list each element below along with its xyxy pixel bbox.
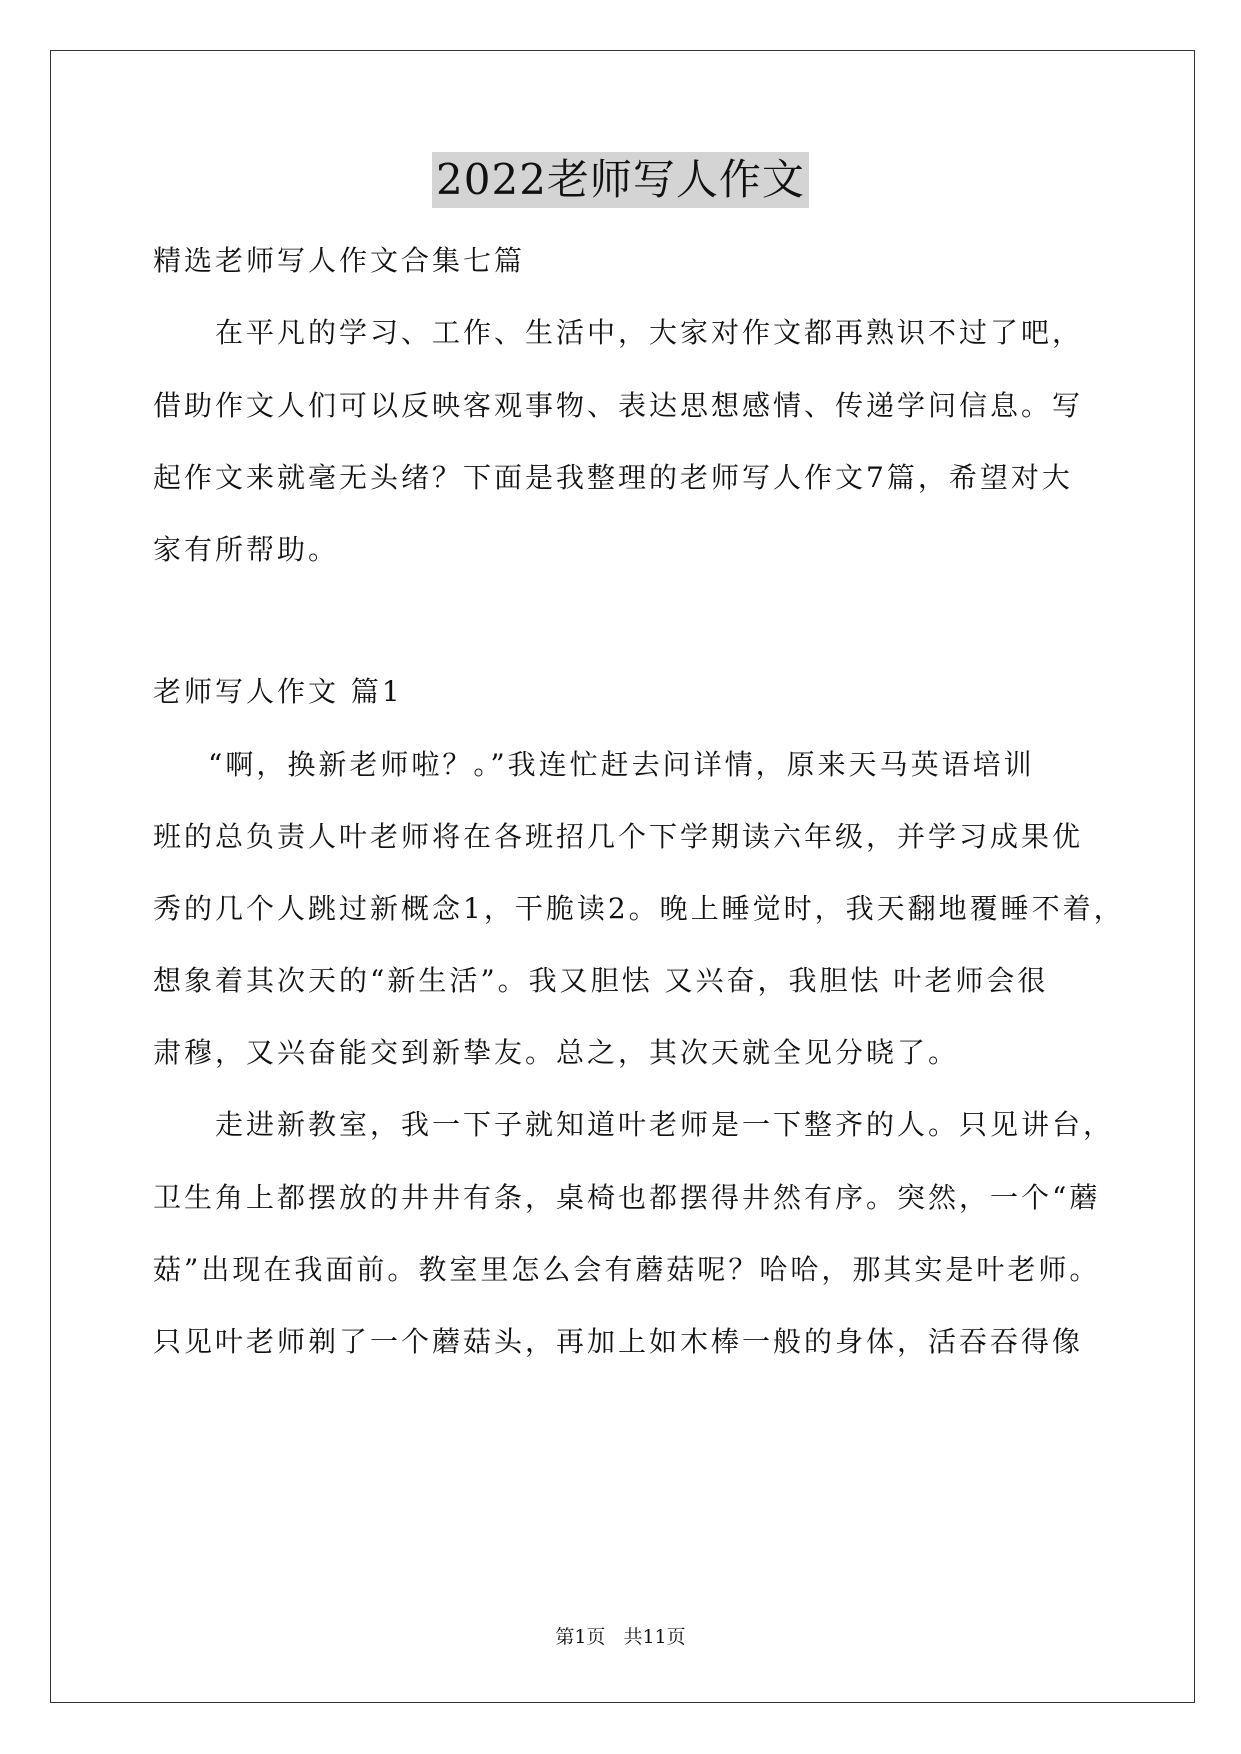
section-heading: 老师写人作文 篇1 [153,675,403,708]
document-subtitle: 精选老师写人作文合集七篇 [153,244,526,277]
page-total: 共11页 [623,1626,686,1648]
paragraph-line: 走进新教室，我一下子就知道叶老师是一下整齐的人。只见讲台， [215,1108,1115,1141]
paragraph-line: 家有所帮助。 [153,533,340,566]
paragraph-line: 在平凡的学习、工作、生活中，大家对作文都再熟识不过了吧， [215,316,1084,349]
paragraph-line: 菇”出现在我面前。教室里怎么会有蘑菇呢？哈哈，那其实是叶老师。 [153,1253,1101,1286]
paragraph-line: 卫生角上都摆放的井井有条，桌椅也都摆得井然有序。突然，一个“蘑 [153,1181,1101,1214]
page-number: 第1页 [555,1626,606,1648]
document-title: 2022老师写人作文 [432,152,809,208]
title-container [0,152,1241,208]
page-footer [0,1625,1241,1649]
paragraph-line: 想象着其次天的“新生活”。我又胆怯 又兴奋，我胆怯 叶老师会很 [153,964,1049,997]
paragraph-line: 班的总负责人叶老师将在各班招几个下学期读六年级，并学习成果优 [153,820,1084,853]
paragraph-line: 只见叶老师剃了一个蘑菇头，再加上如木棒一般的身体，活吞吞得像 [153,1325,1084,1358]
paragraph-line: 秀的几个人跳过新概念1，干脆读2。晚上睡觉时，我天翻地覆睡不着， [153,892,1125,925]
paragraph-line: 起作文来就毫无头绪？下面是我整理的老师写人作文7篇，希望对大 [153,461,1073,494]
paragraph-line: 肃穆，又兴奋能交到新挚友。总之，其次天就全见分晓了。 [153,1036,960,1069]
paragraph-line: 借助作文人们可以反映客观事物、表达思想感情、传递学问信息。写 [153,389,1084,422]
paragraph-line: “啊，换新老师啦？。”我连忙赶去问详情，原来天马英语培训 [208,748,1035,781]
page-border [50,50,1195,1703]
